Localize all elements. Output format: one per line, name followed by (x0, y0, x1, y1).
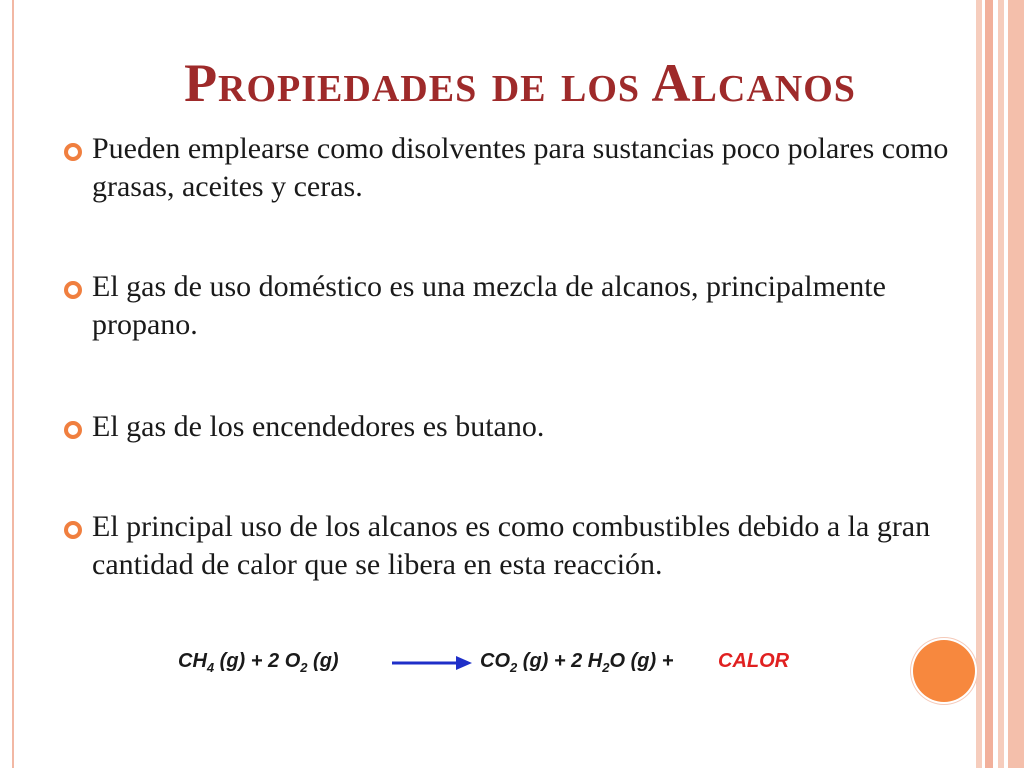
heat-label: CALOR (718, 650, 790, 672)
reactant-state-plus: (g) + 2 O (214, 650, 301, 672)
left-border-line (12, 0, 14, 768)
orange-circle-icon (913, 640, 975, 702)
methane-subscript: 4 (206, 660, 215, 675)
slide-title: Propiedades de los Alcanos (184, 53, 856, 113)
products (480, 650, 673, 675)
oxygen-subscript: 2 (300, 660, 308, 675)
bullet-text: El gas de los encendedores es butano. (92, 410, 545, 443)
right-border-stripes (976, 0, 1024, 768)
bullet-icon (64, 521, 82, 539)
reactants (178, 650, 339, 675)
bullet-text: Pueden emplearse como disolventes para sustancias poco polares como grasas, aceites y ceras. (92, 132, 949, 203)
combustion-equation (178, 644, 818, 684)
water-subscript: 2 (602, 660, 610, 675)
bullet-icon (64, 281, 82, 299)
methane-formula: CH (178, 650, 207, 672)
bullet-icon (64, 421, 82, 439)
bullet-text: El gas de uso doméstico es una mezcla de alcanos, principalmente propano. (92, 270, 886, 341)
co2-formula: CO (480, 650, 510, 672)
product-state-plus: (g) + 2 H (517, 650, 603, 672)
bullet-text: El principal uso de los alcanos es como combustibles debido a la gran cantidad de calor que se libera en esta reacción. (92, 510, 931, 581)
bullet-icon (64, 143, 82, 161)
co2-subscript: 2 (510, 660, 518, 675)
oxygen-state: (g) (307, 650, 339, 672)
right-arrow-icon (390, 648, 474, 678)
water-state-plus: O (g) + (609, 650, 674, 672)
